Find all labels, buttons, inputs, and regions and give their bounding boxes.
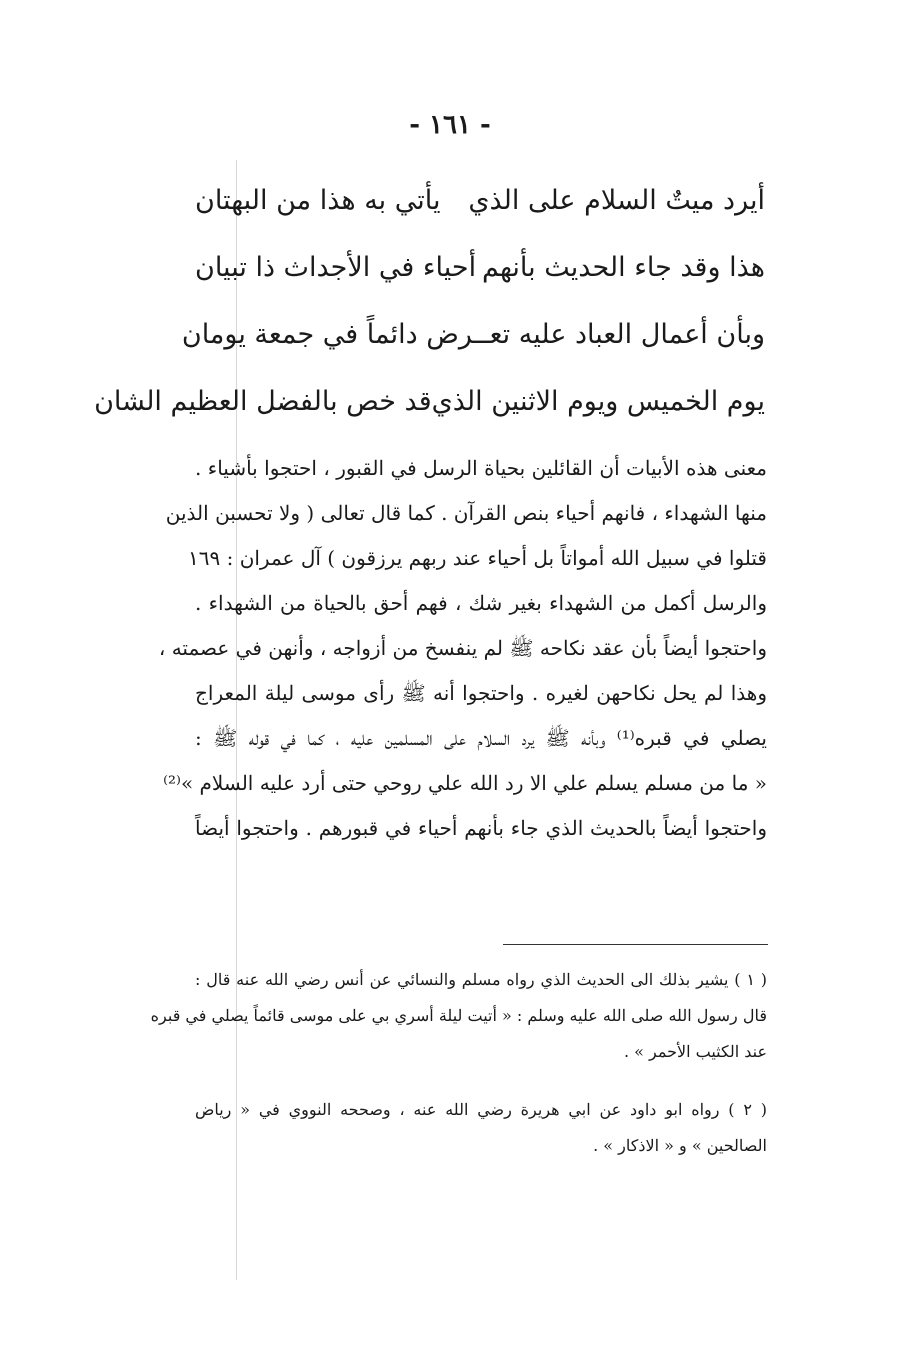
verse-first-hemistich: يوم الخميس ويوم الاثنين الذي [431, 386, 765, 418]
footnote-gap [195, 1070, 767, 1092]
footnote-line: الصالحين » و « الاذكار » . [593, 1136, 767, 1155]
poem-verse [195, 235, 765, 302]
prose-paragraph [158, 446, 767, 851]
poem-block [94, 168, 765, 436]
footnote-line: عند الكثيب الأحمر » . [623, 1042, 767, 1061]
footnote-line: قال رسول الله صلى الله عليه وسلم : « أتيت ليلة أسري بي على موسى قائماً يصلي في قبره [150, 1006, 767, 1025]
prose-line: معنى هذه الأبيات أن القائلين بحياة الرسل في القبور ، احتجوا بأشياء . [195, 456, 767, 480]
verse-first-hemistich: وبأن أعمال العباد عليه تعـ [481, 319, 765, 351]
prose-line: « ما من مسلم يسلم علي الا رد الله علي روحي حتى أرد عليه السلام »⁽²⁾ [163, 771, 767, 795]
poem-verse [195, 168, 765, 235]
footnote-1 [150, 962, 768, 1070]
footnote-line: ( ٢ ) رواه ابو داود عن ابي هريرة رضي الله عنه ، وصححه النووي في « رياض [195, 1100, 768, 1119]
prose-line: يصلي في قبره⁽¹⁾ وبأنه ﷺ يرد السلام على المسلمين عليه ، كما في قوله ﷺ : [195, 726, 767, 750]
footnote-separator [503, 944, 768, 945]
footnotes [150, 962, 768, 1164]
page-number: - ١٦١ - [409, 110, 491, 140]
prose-line: وهذا لم يحل نكاحهن لغيره . واحتجوا أنه ﷺ رأى موسى ليلة المعراج [195, 681, 767, 705]
verse-first-hemistich: أيرد ميتٌ السلام على الذي [468, 185, 765, 217]
verse-second-hemistich: أحياء في الأجداث ذا تبيان [195, 252, 477, 284]
footnote-2 [195, 1092, 767, 1164]
prose-line: قتلوا في سبيل الله أمواتاً بل أحياء عند ربهم يرزقون ) آل عمران : ١٦٩ [188, 546, 767, 570]
prose-line: واحتجوا أيضاً بأن عقد نكاحه ﷺ لم ينفسخ من أزواجه ، وأنهن في عصمته ، [158, 636, 767, 660]
footnote-line: ( ١ ) يشير بذلك الى الحديث الذي رواه مسلم والنسائي عن أنس رضي الله عنه قال : [195, 970, 768, 989]
verse-first-hemistich: هذا وقد جاء الحديث بأنهم [482, 252, 765, 284]
poem-verse [181, 302, 765, 369]
prose-line: والرسل أكمل من الشهداء بغير شك ، فهم أحق بالحياة من الشهداء . [195, 591, 767, 615]
prose-line: واحتجوا أيضاً بالحديث الذي جاء بأنهم أحياء في قبورهم . واحتجوا أيضاً [195, 816, 767, 840]
poem-verse [94, 369, 765, 436]
verse-second-hemistich: قد خص بالفضل العظيم الشان [94, 386, 432, 418]
prose-line: منها الشهداء ، فانهم أحياء بنص القرآن . كما قال تعالى ( ولا تحسبن الذين [165, 501, 767, 525]
verse-second-hemistich: ـرض دائماً في جمعة يومان [181, 319, 482, 351]
verse-second-hemistich: يأتي به هذا من البهتان [195, 185, 441, 217]
